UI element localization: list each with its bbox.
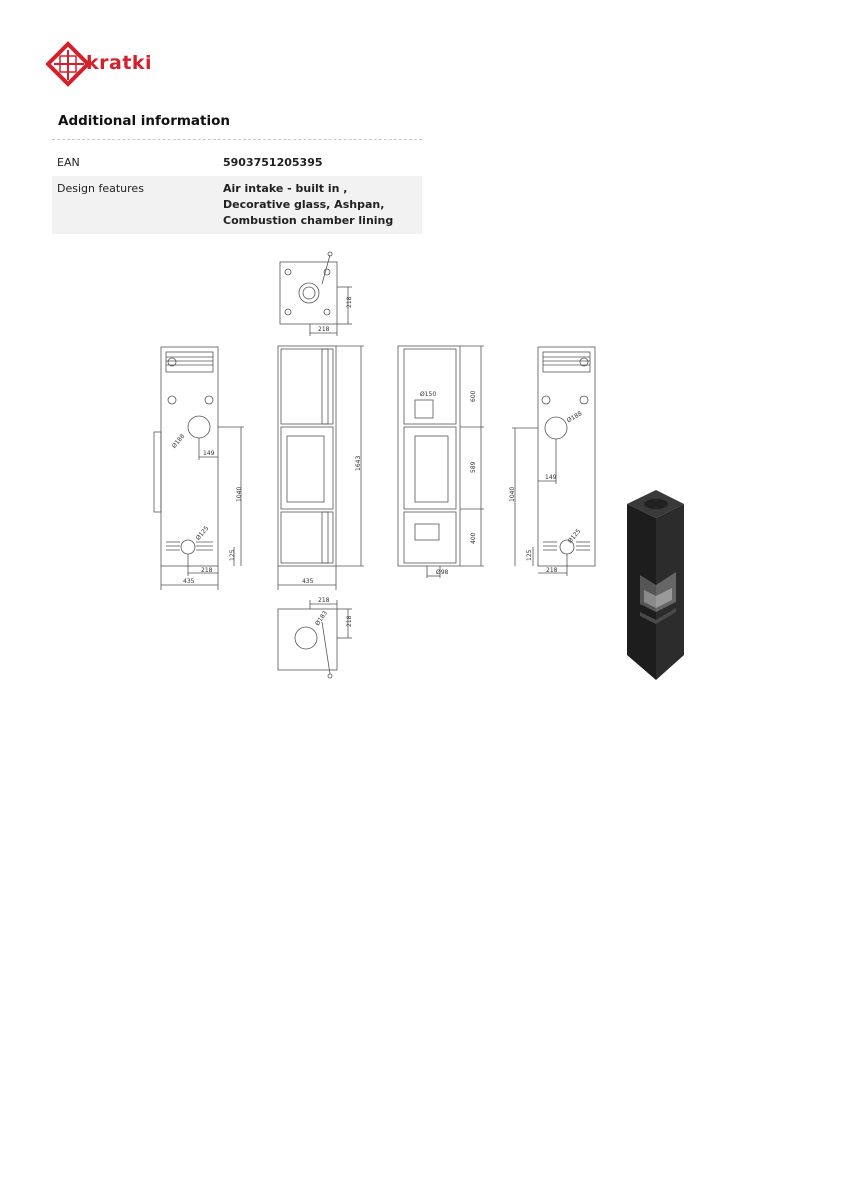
ean-label: EAN: [57, 156, 80, 169]
dim-bottom-d183: Ø183: [314, 609, 330, 628]
dim-front-d188: Ø188: [170, 432, 187, 450]
dim-side-1643: 1643: [355, 455, 362, 471]
title-divider: [52, 139, 422, 140]
side-view-drawing: [278, 346, 364, 590]
dim-top-218-h: 218: [318, 326, 330, 333]
dim-side-435: 435: [302, 578, 314, 585]
dim-front-149: 149: [203, 450, 215, 457]
dim-front-218: 218: [201, 567, 213, 574]
dim-right-1040: 1040: [509, 486, 516, 502]
dim-bottom-218-h: 218: [318, 597, 330, 604]
ean-value: 5903751205395: [223, 156, 323, 169]
dim-rear-589: 589: [470, 461, 477, 473]
right-view-drawing: [512, 347, 595, 576]
additional-info-table: [52, 150, 422, 234]
dim-rear-400: 400: [470, 532, 477, 544]
dim-rear-d98: Ø98: [436, 569, 449, 576]
dim-top-218-v: 218: [346, 296, 353, 308]
technical-drawing: [0, 250, 849, 700]
dim-rear-600: 600: [470, 390, 477, 402]
dim-front-d125: Ø125: [194, 524, 211, 542]
brand-name: kratki: [86, 52, 153, 74]
dim-right-d125: Ø125: [566, 527, 583, 545]
dim-bottom-218-v: 218: [346, 615, 353, 627]
table-row: [52, 176, 422, 234]
design-features-value: Air intake - built in , Decorative glass, Ashpan, Combustion chamber lining: [223, 176, 422, 234]
bottom-view-drawing: [278, 600, 352, 678]
table-row: [52, 150, 422, 176]
section-title: Additional information: [58, 113, 230, 129]
dim-right-149: 149: [545, 474, 557, 481]
stove-render-image: [627, 490, 684, 680]
top-view-drawing: [280, 252, 352, 336]
design-features-label: Design features: [52, 176, 223, 234]
dim-right-125: 125: [526, 549, 533, 561]
dim-front-435: 435: [183, 578, 195, 585]
dim-front-1040: 1040: [236, 486, 243, 502]
dim-front-125: 125: [229, 549, 236, 561]
dim-right-d188: Ø188: [565, 410, 584, 425]
dim-right-218: 218: [546, 567, 558, 574]
dim-rear-d150: Ø150: [420, 391, 437, 398]
